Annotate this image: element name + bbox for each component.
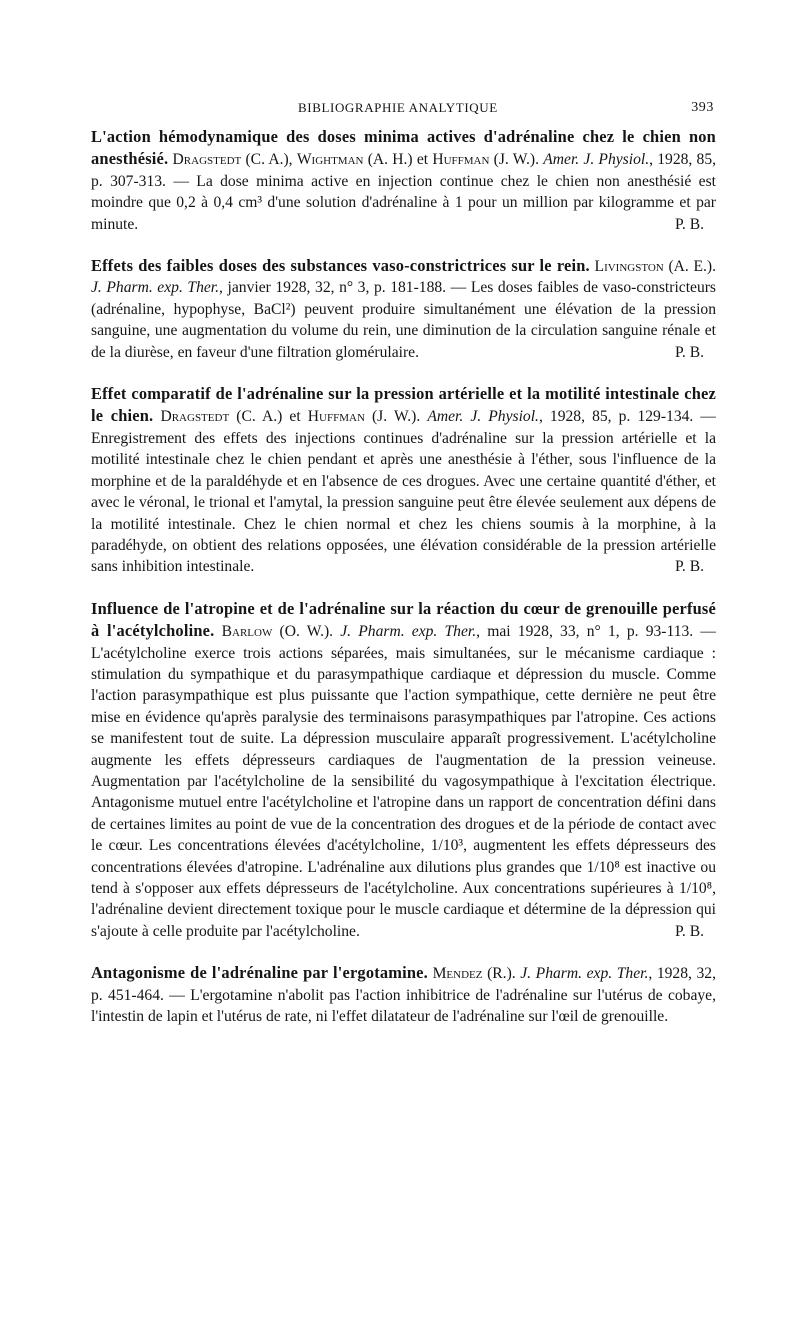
bibliography-entry	[91, 126, 716, 235]
entry-abstract: — L'ergotamine n'abolit pas l'action inhibitrice de l'adrénaline sur l'utérus de cobaye, l'intestin de lapin et l'utérus de rate, ni l'effet dilatateur de l'adrénaline sur l'œil de grenouille.	[91, 986, 716, 1026]
entry-author: Huffman	[432, 151, 490, 169]
entry-abstract: — Enregistrement des effets des injections continues d'adrénaline sur la pression artérielle et la motilité intestinale chez le chien pendant et après une anesthésie à l'éther, sous l'influence de la morphine et de la paraldéhyde et en l'absence de ces drogues. Avec une certaine quantité d'éther, et avec le véronal, le trional et l'amytal, la pression sanguine peut être élevée seulement aux dépens de la motilité intestinale. Chez le chien normal et chez les chiens soumis à la morphine, à la paradéhyde, on obtient des relations opposées, une élévation considérable de la pression artérielle sans inhibition intestinale.	[91, 408, 717, 576]
entry-title: Antagonisme de l'adrénaline par l'ergotamine.	[91, 963, 428, 983]
entry-citation: , 1928, 85, p. 307-313.	[91, 151, 717, 190]
entry-author-initials: (C. A.),	[245, 151, 293, 169]
entry-author: Huffman	[307, 408, 365, 426]
bibliography-entry	[91, 962, 716, 1027]
entry-citation: , janvier 1928, 32, n° 3, p. 181-188.	[219, 279, 447, 297]
entry-citation: , 1928, 32, p. 451-464.	[91, 965, 717, 1004]
entry-author: Dragstedt	[160, 408, 230, 426]
page-number: 393	[691, 100, 714, 115]
entry-title: Effet comparatif de l'adrénaline sur la pression artérielle et la motilité intestinale chez le chien.	[91, 384, 716, 426]
entry-title: Influence de l'atropine et de l'adrénaline sur la réaction du cœur de grenouille perfusé à l'acétylcholine.	[91, 598, 716, 641]
entry-author: Livingston	[594, 258, 664, 276]
entry-author-initials: (J. W.).	[493, 151, 540, 169]
entry-citation: , mai 1928, 33, n° 1, p. 93-113.	[476, 623, 694, 641]
bibliography-entry	[91, 255, 716, 363]
entry-author: Mendez	[432, 965, 483, 983]
entry-journal: J. Pharm. exp. Ther.	[91, 279, 220, 297]
entry-author: Dragstedt	[172, 151, 242, 169]
entry-signature: P. B.	[674, 343, 704, 361]
entry-signature: P. B.	[674, 558, 704, 576]
entry-abstract: — La dose minima active en injection continue chez le chien non anesthésié est moindre que 0,2 à 0,4 cm³ d'une solution d'adrénaline à 1 pour un million par kilogramme et par minute.	[91, 172, 716, 233]
entry-author-initials: (O. W.).	[279, 623, 334, 641]
entry-author: Barlow	[221, 623, 273, 641]
entry-author: Wightman	[296, 151, 364, 169]
entry-journal: J. Pharm. exp. Ther.	[520, 965, 649, 983]
entry-author-initials: (J. W.).	[371, 408, 421, 426]
entry-author-initials: (C. A.) et	[236, 408, 301, 426]
running-title: BIBLIOGRAPHIE ANALYTIQUE	[298, 100, 498, 115]
entry-signature: P. B.	[674, 215, 704, 233]
entry-journal: Amer. J. Physiol.	[543, 151, 650, 169]
bibliography-entry	[91, 598, 716, 943]
entry-journal: J. Pharm. exp. Ther.	[340, 623, 477, 641]
bibliography-entry	[91, 383, 716, 578]
entry-abstract: — L'acétylcholine exerce trois actions séparées, mais simultanées, sur le mécanisme cardiaque : stimulation du sympathique et du parasympathique cardiaque et dépression du muscle. Comme l'action parasympathique est plus puissante que l'action sympathique, cette dernière ne peut être mise en évidence qu'après paralysie des terminaisons parasympathiques par l'atropine. Ces actions se manifestent tout de suite. La dépression musculaire apparaît progressivement. L'acétylcholine augmente les effets dépresseurs cardiaques de l'augmentation de la pression veineuse. Augmentation par l'acétylcholine de la sensibilité du vagosympathique à l'excitation électrique. Antagonisme mutuel entre l'acétylcholine et l'atropine dans un rapport de concentration défini dans de certaines limites au point de vue de la concentration des drogues et de la période de contact avec le cœur. Les concentrations élevées d'acétylcholine, 1/10³, augmentent les effets dépresseurs des concentrations élevées d'atropine. L'adrénaline aux dilutions plus grandes que 1/10⁸ est inactive ou tend à s'opposer aux effets dépresseurs de l'acétylcholine. Aux concentrations supérieures à 1/10⁸, l'adrénaline devient directement toxique pour le muscle cardiaque et détermine de la dépression qui s'ajoute à celle produite par l'acétylcholine.	[91, 623, 716, 940]
entry-journal: Amer. J. Physiol.	[427, 408, 539, 426]
entry-abstract: — Les doses faibles de vaso-constricteurs (adrénaline, hypophyse, BaCl²) peuvent produire simultanément une élévation de la pression sanguine, une augmentation du volume du rein, une diminution de la circulation sanguine rénale et de la diurèse, en faveur d'une filtration glomérulaire.	[91, 279, 717, 361]
entry-author-initials: (R.).	[487, 965, 516, 983]
entry-title: Effets des faibles doses des substances vaso-constrictrices sur le rein.	[91, 256, 590, 276]
entry-citation: , 1928, 85, p. 129-134.	[538, 408, 694, 426]
entry-author-initials: (A. H.) et	[367, 151, 429, 169]
entry-title: L'action hémodynamique des doses minima actives d'adrénaline chez le chien non anesthésié.	[91, 127, 716, 169]
entry-signature: P. B.	[674, 922, 704, 940]
bibliography-body	[91, 120, 716, 1047]
entry-author-initials: (A. E.).	[668, 258, 716, 276]
